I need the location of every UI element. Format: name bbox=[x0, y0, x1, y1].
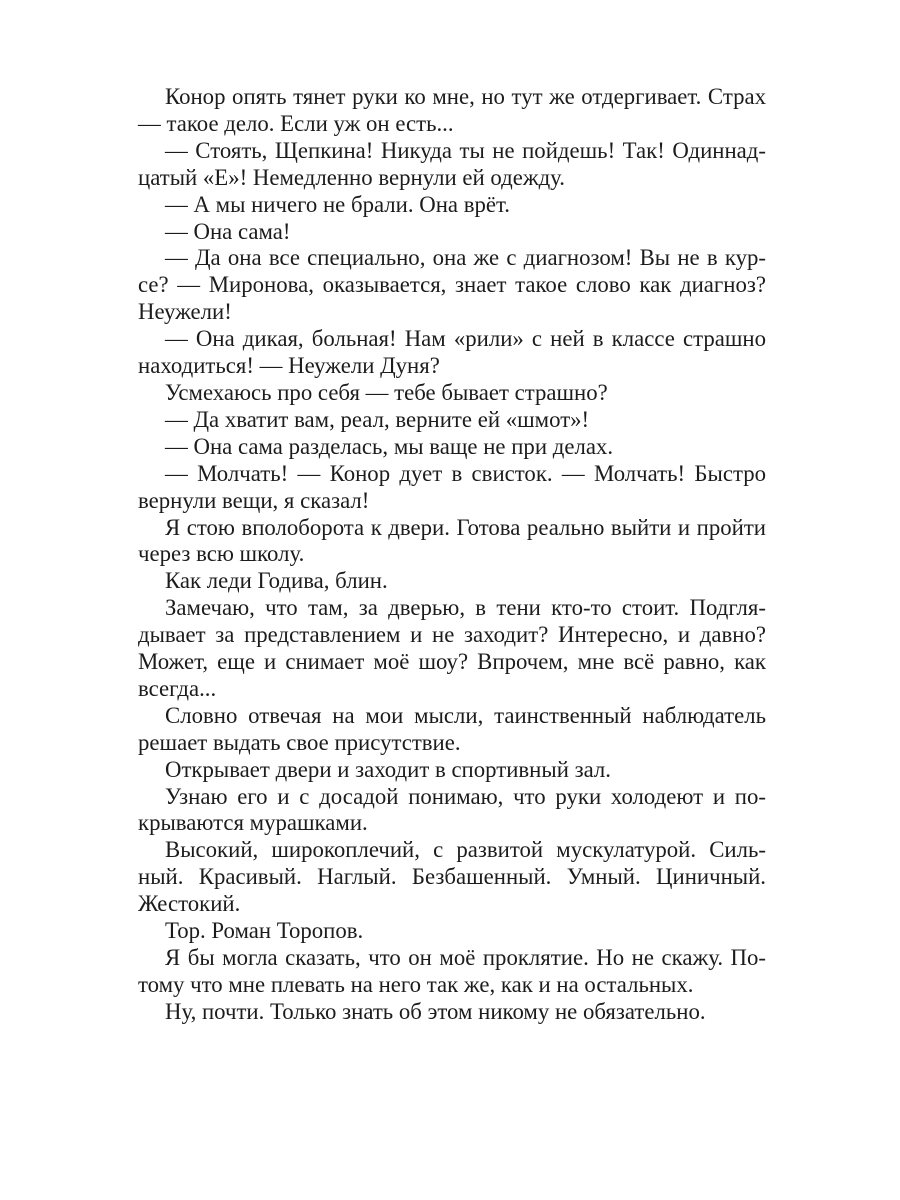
paragraph: Усмехаюсь про себя — тебе бывает страшно? bbox=[165, 379, 608, 405]
paragraph: Тор. Роман Торопов. bbox=[165, 918, 364, 944]
paragraph: — А мы ничего не брали. Она врёт. bbox=[165, 191, 510, 217]
paragraph: Как леди Годива, блин. bbox=[165, 568, 388, 594]
paragraph: — Стоять, Щепкина! Никуда ты не пойдешь! Так! Одиннадцатый «Е»! Немедленно вернули ей одежду. bbox=[138, 137, 766, 190]
paragraph: Я бы могла сказать, что он моё проклятие. Но не скажу. Потому что мне плевать на него так же, как и на остальных. bbox=[138, 945, 766, 997]
book-page-text bbox=[138, 84, 766, 1026]
paragraph: — Да хватит вам, реал, верните ей «шмот»! bbox=[165, 406, 590, 432]
paragraph: Я стою вполоборота к двери. Готова реально выйти и пройти через всю школу. bbox=[138, 514, 766, 567]
paragraph: Высокий, широкоплечий, с развитой мускулатурой. Сильный. Красивый. Наглый. Безбашенный. Умный. Циничный. Жестокий. bbox=[138, 837, 766, 917]
paragraph: — Она сама! bbox=[165, 218, 291, 244]
paragraph: — Молчать! — Конор дует в свисток. — Молчать! Быстро вернули вещи, я сказал! bbox=[138, 460, 766, 513]
paragraph: Конор опять тянет руки ко мне, но тут же отдергивает. Страх — такое дело. Если уж он есть... bbox=[138, 84, 766, 136]
paragraph: Открывает двери и заходит в спортивный зал. bbox=[165, 756, 611, 782]
paragraph: — Она сама разделась, мы ваще не при делах. bbox=[165, 433, 614, 459]
paragraph: Замечаю, что там, за дверью, в тени кто-то стоит. Подглядывает за представлением и не заходит? Интересно, и давно? Может, еще и снимает моё шоу? Впрочем, мне всё равно, как всегда... bbox=[138, 595, 766, 701]
paragraph: Узнаю его и с досадой понимаю, что руки холодеют и покрываются мурашками. bbox=[138, 783, 766, 836]
paragraph: Ну, почти. Только знать об этом никому не обязательно. bbox=[165, 998, 706, 1024]
paragraph: Словно отвечая на мои мысли, таинственный наблюдатель решает выдать свое присутствие. bbox=[138, 702, 766, 755]
paragraph: — Она дикая, больная! Нам «рили» с ней в классе страшно находиться! — Неужели Дуня? bbox=[138, 326, 766, 379]
paragraph: — Да она все специально, она же с диагнозом! Вы не в курсе? — Миронова, оказывается, знает такое слово как диагноз? Неужели! bbox=[138, 245, 766, 325]
